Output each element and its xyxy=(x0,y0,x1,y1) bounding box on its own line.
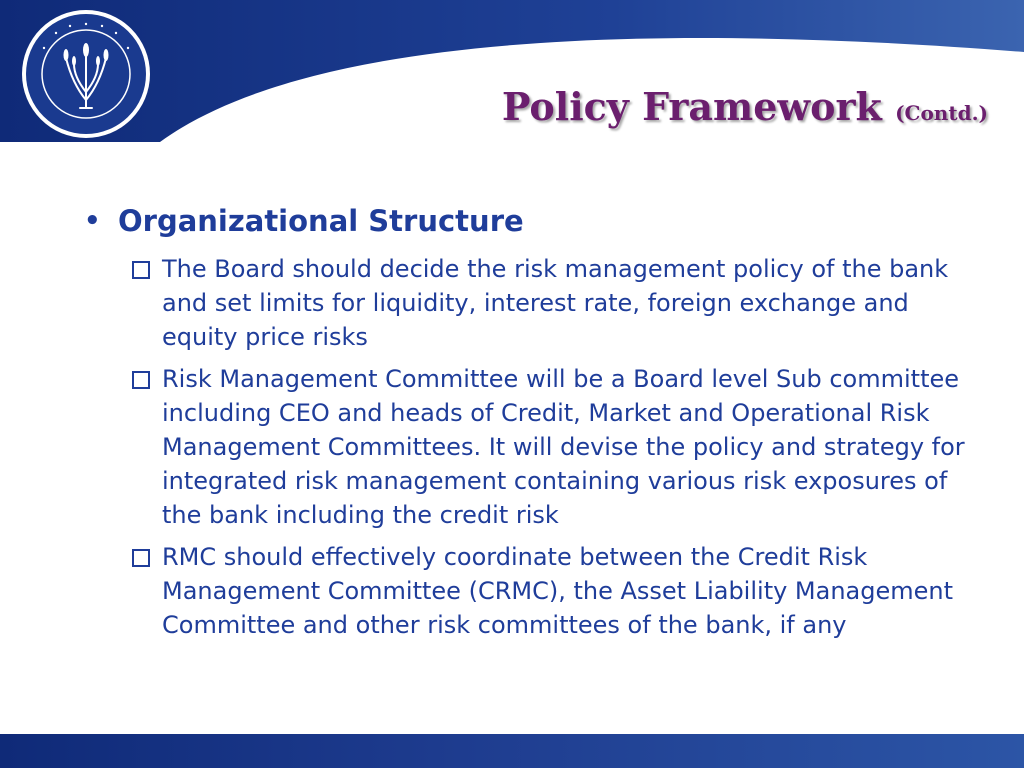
slide-title xyxy=(501,84,988,129)
list-item xyxy=(130,362,990,532)
bullet-dot-icon: • xyxy=(84,206,101,236)
square-bullet-icon xyxy=(132,371,150,389)
policy-item-list xyxy=(130,252,990,650)
footer-band xyxy=(0,734,1024,768)
college-logo xyxy=(20,8,152,140)
square-bullet-icon xyxy=(132,549,150,567)
list-item xyxy=(130,540,990,642)
section-heading xyxy=(84,204,524,238)
title-suffix: (Contd.) xyxy=(895,101,988,125)
list-item-text: RMC should effectively coordinate between the Credit Risk Management Committee (CRMC), the Asset Liability Management Committee and other risk committees of the bank, if any xyxy=(162,543,954,639)
list-item-text: The Board should decide the risk management policy of the bank and set limits for liquidity, interest rate, foreign exchange and equity price risks xyxy=(162,255,949,351)
title-main: Policy Framework xyxy=(501,84,882,129)
list-item-text: Risk Management Committee will be a Board level Sub committee including CEO and heads of Credit, Market and Operational Risk Management Committees. It will devise the policy and strategy for integrated risk management containing various risk exposures of the bank including the credit risk xyxy=(162,365,965,529)
square-bullet-icon xyxy=(132,261,150,279)
section-heading-text: Organizational Structure xyxy=(118,204,524,238)
list-item xyxy=(130,252,990,354)
